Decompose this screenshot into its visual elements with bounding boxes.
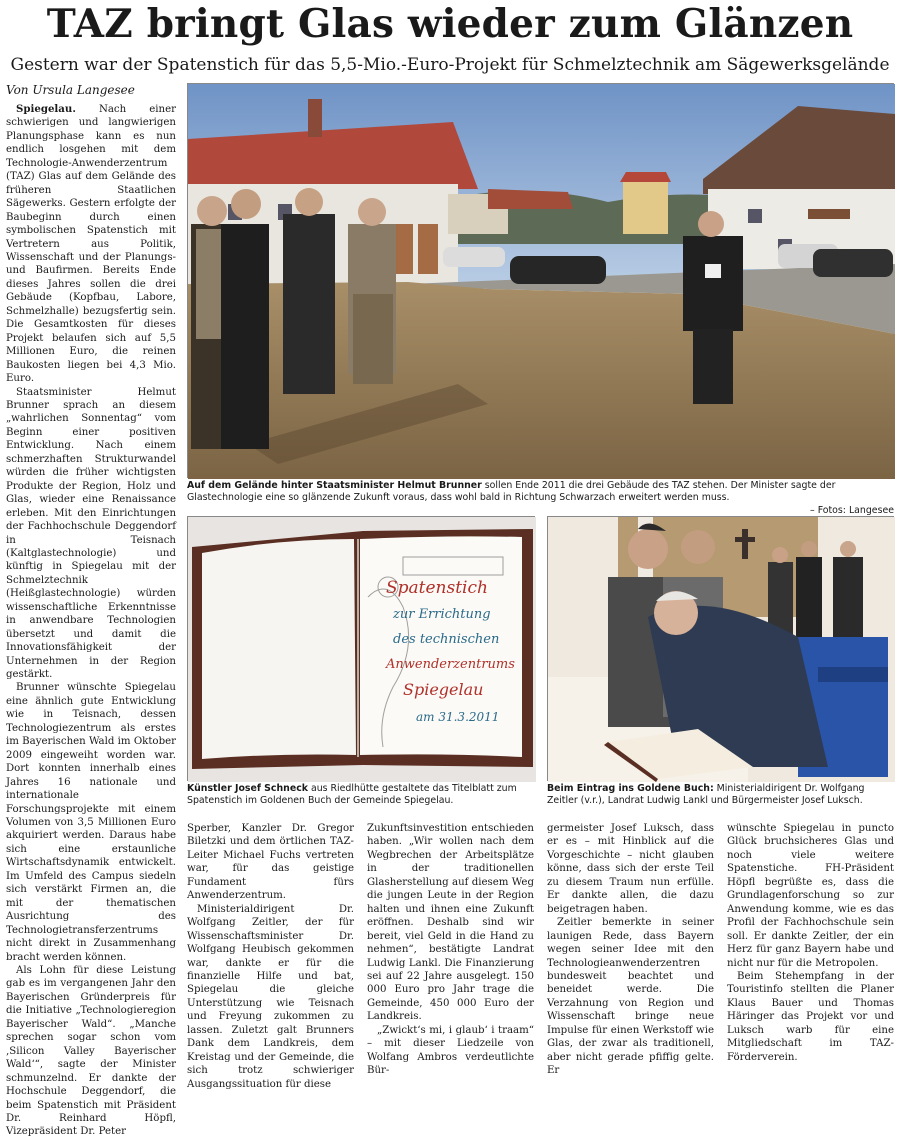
- paragraph: Brunner wünschte Spiegelau eine ähnlich gute Entwicklung wie in Teisnach, dessen Technologiezentrum als erstes im Bayerischen Wald im Oktober 2009 eingeweiht worden war. Dort konnten innerhalb eines Jahres 16 nationale und internationale Forschungsprojekte mit einem Volumen von 3,5 Millionen Euro akquiriert werden. Daraus habe sich eine erstaunliche Wirtschaftsdynamik entwickelt. Im Umfeld des Campus siedeln sich verstärkt Firmen an, die mit der thematischen Ausrichtung des Technologietransferzentrums nicht direkt in Zusammenhang bracht werden können.: [6, 682, 176, 963]
- paragraph: Spiegelau. Nach einer schwierigen und langwierigen Planungsphase kann es nun endlich losgehen mit dem Technologie-Anwenderzentrum (TAZ) Glas auf dem Gelände des früheren Staatlichen Sägewerks. Gestern erfolgte der Baubeginn durch einen symbolischen Spatenstich mit Vertretern aus Politik, Wissenschaft und der Planungs- und Baufirmen. Bereits Ende dieses Jahres sollen die drei Gebäude (Kopfbau, Labore, Schmelzhalle) bezugsfertig sein. Die Gesamtkosten für dieses Projekt belaufen sich auf 5,5 Millionen Euro, die reinen Baukosten liegen bei 4,3 Mio. Euro.: [6, 103, 176, 385]
- main-photo: [187, 83, 894, 478]
- paragraph: Zeitler bemerkte in seiner launigen Rede, dass Bayern wegen seiner Idee mit den Technologieanwenderzentren bundesweit beachtet und beneidet werde. Die Verzahnung von Region und Wissenschaft bringe neue Impulse für einen Werkstoff wie Glas, der zwar als traditionell, aber nicht gerade pfiffig gelte. Er: [547, 917, 714, 1077]
- paragraph: germeister Josef Luksch, dass er es – mit Hinblick auf die Vorgeschichte – nicht glauben könne, dass sich der erste Teil zu diesem Traum nun erfülle. Er dankte allen, die dazu beigetragen haben.: [547, 823, 714, 915]
- signing-photo: [547, 516, 894, 781]
- paragraph: Als Lohn für diese Leistung gab es im vergangenen Jahr den Bayerischen Gründerpreis für die Initiative „Technologieregion Bayerischer Wald“. „Manche sprechen sogar schon vom ‚Silicon Valley Bayerischer Wald‘“, sagte der Minister schmunzelnd. Er dankte der Hochschule Deggendorf, die beim Spatenstich mit Präsident Dr. Reinhard Höpfl, Vizepräsident Dr. Peter: [6, 965, 176, 1138]
- paragraph: Sperber, Kanzler Dr. Gregor Biletzki und dem örtlichen TAZ-Leiter Michael Fuchs vertreten war, für das geistige Fundament fürs Anwenderzentrum.: [187, 823, 354, 902]
- paragraph: Staatsminister Helmut Brunner sprach an diesem „wahrlichen Sonnentag“ vom Beginn einer positiven Entwicklung. Nach einem schmerzhaften Strukturwandel würden die früher wichtigsten Produkte der Region, Holz und Glas, wieder eine Renaissance erleben. Mit den Einrichtungen der Fachhochschule Deggendorf in Teisnach (Kaltglastechnologie) und künftig in Spiegelau mit der Schmelztechnik (Heißglastechnologie) würden wissenschaftliche Erkenntnisse in anwendbare Technologien übersetzt und damit die Innovationsfähigkeit der Unternehmen in der Region gestärkt.: [6, 386, 176, 681]
- signing-photo-caption: Beim Eintrag ins Goldene Buch: Ministerialdirigent Dr. Wolfgang Zeitler (v.r.), Landrat Ludwig Lankl und Bürgermeister Josef Luksch.: [547, 783, 865, 807]
- article-column-5: [727, 822, 894, 1063]
- article-column-1: [6, 103, 176, 1138]
- book-line-3: des technischen: [393, 632, 500, 647]
- book-line-2: zur Errichtung: [393, 607, 491, 622]
- photo-credit: – Fotos: Langesee: [810, 504, 894, 516]
- article-column-2: [187, 822, 354, 1090]
- byline: Von Ursula Langesee: [6, 83, 135, 97]
- caption-bold: Künstler Josef Schneck: [187, 783, 308, 794]
- book-photo-caption: Künstler Josef Schneck aus Riedlhütte gestaltete das Titelblatt zum Spatenstich im Goldenen Buch der Gemeinde Spiegelau.: [187, 783, 517, 807]
- paragraph: Ministerialdirigent Dr. Wolfgang Zeitler, der für Wissenschaftsminister Dr. Wolfgang Heubisch gekommen war, dankte er für die finanzielle Hilfe und bat, Spiegelau die gleiche Unterstützung wie Teisnach und Freyung zukommen zu lassen. Zuletzt galt Brunners Dank dem Landkreis, dem Kreistag und der Gemeinde, die sich trotz schwieriger Ausgangssituation für diese: [187, 903, 354, 1090]
- article-column-4: [547, 822, 714, 1077]
- book-line-4: Anwenderzentrums: [386, 657, 515, 672]
- book-line-5: Spiegelau: [403, 680, 484, 699]
- headline: TAZ bringt Glas wieder zum Glänzen: [46, 1, 854, 47]
- article-column-3: [367, 822, 534, 1077]
- book-photo: [187, 516, 535, 781]
- book-line-6: am 31.3.2011: [416, 710, 500, 724]
- paragraph: Zukunftsinvestition entschieden haben. „Wir wollen nach dem Wegbrechen der Arbeitsplätze in der traditionellen Glasherstellung auf diesem Weg die jungen Leute in der Region halten und ihnen eine Zukunft eröffnen. Deshalb sind wir bereit, viel Geld in die Hand zu nehmen“, bestätigte Landrat Ludwig Lankl. Die Finanzierung sei auf 22 Jahre ausgelegt. 150 000 Euro pro Jahr trage die Gemeinde, 450 000 Euro der Landkreis.: [367, 823, 534, 1023]
- paragraph: Beim Stehempfang in der Touristinfo stellten die Planer Klaus Bauer und Thomas Häringer das Projekt vor und Luksch warb für eine Mitgliedschaft im TAZ-Förderverein.: [727, 970, 894, 1063]
- paragraph: „Zwickt‘s mi, i glaub‘ i traam“ – mit dieser Liedzeile von Wolfang Ambros verdeutlichte Bür-: [367, 1024, 534, 1077]
- caption-bold: Auf dem Gelände hinter Staatsminister Helmut Brunner: [187, 480, 482, 491]
- dateline: Spiegelau.: [16, 103, 76, 115]
- main-photo-caption: Auf dem Gelände hinter Staatsminister Helmut Brunner sollen Ende 2011 die drei Gebäude des TAZ stehen. Der Minister sagte der Glastechnologie eine so glänzende Zukunft voraus, dass wohl bald in Richtung Schwarzach erweitert werden muss. – Fotos: Langesee: [187, 480, 894, 516]
- subheadline: Gestern war der Spatenstich für das 5,5-Mio.-Euro-Projekt für Schmelztechnik am Sägewerksgelände: [10, 55, 890, 75]
- book-line-1: Spatenstich: [386, 578, 488, 598]
- paragraph: wünschte Spiegelau in puncto Glück bruchsicheres Glas und noch viele weitere Spatenstiche. FH-Präsident Höpfl begrüßte es, dass die Grundlagenforschung so zur Anwendung komme, wie es das Profil der Fachhochschule sein soll. Er dankte Zeitler, der ein Herz für ganz Bayern habe und nicht nur für die Metropolen.: [727, 823, 894, 969]
- caption-bold: Beim Eintrag ins Goldene Buch:: [547, 783, 714, 794]
